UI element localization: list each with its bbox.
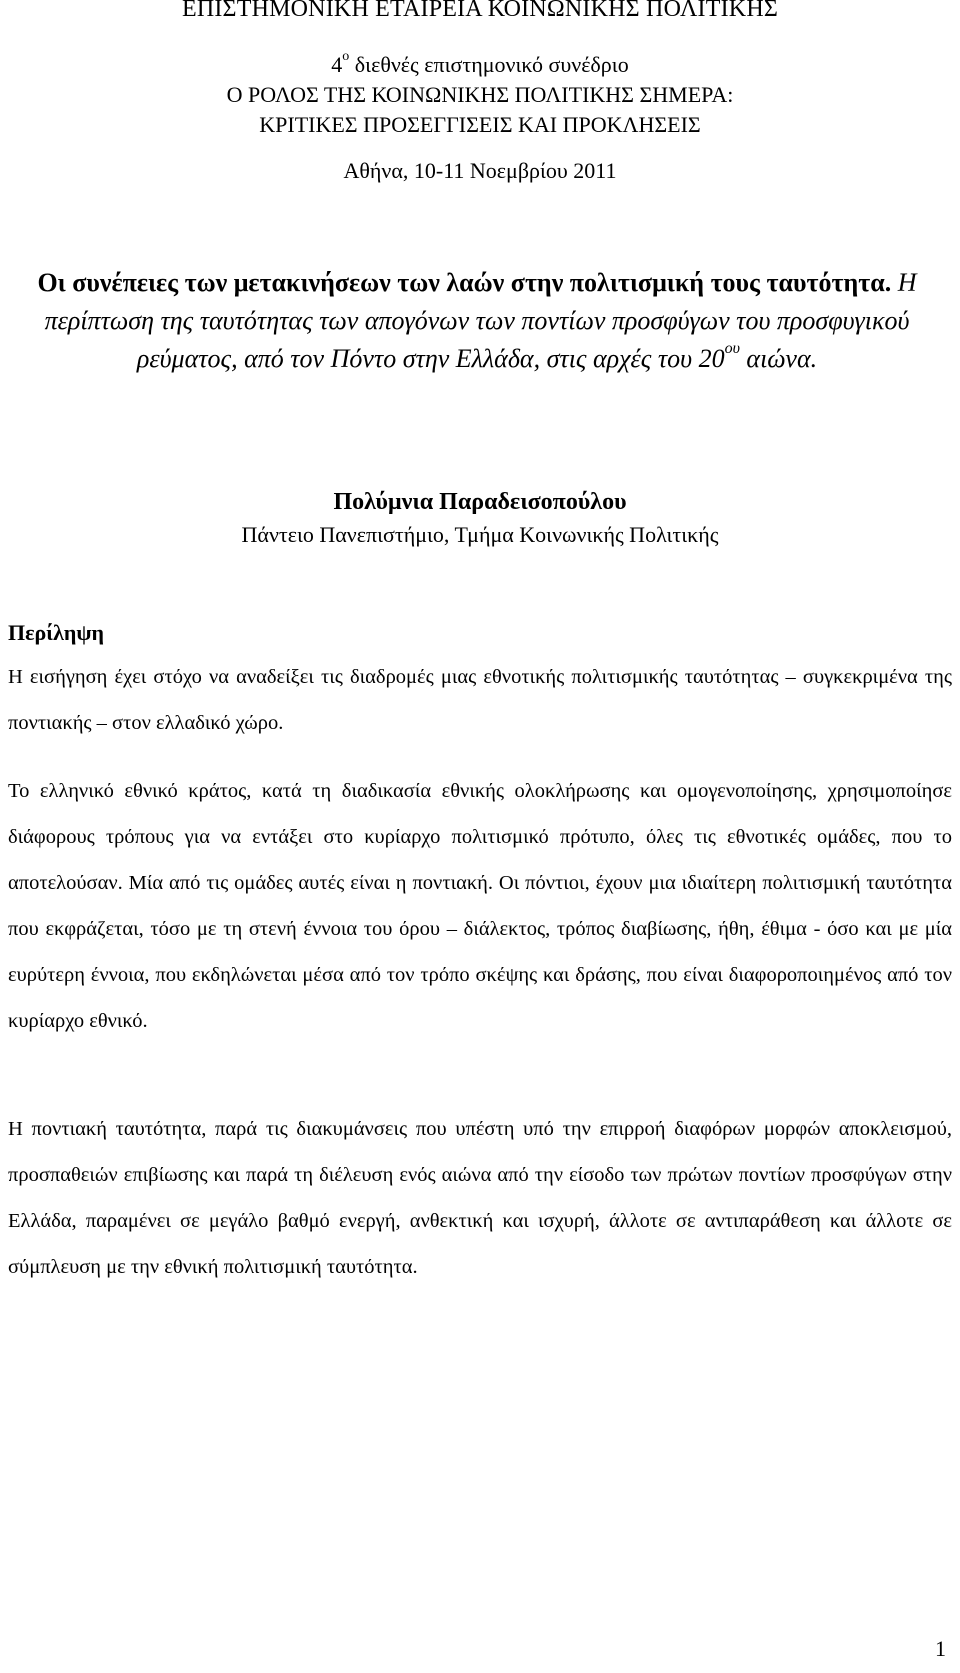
conference-theme-line2: ΚΡΙΤΙΚΕΣ ΠΡΟΣΕΓΓΙΣΕΙΣ ΚΑΙ ΠΡΟΚΛΗΣΕΙΣ (259, 112, 701, 137)
conference-name: διεθνές επιστημονικό συνέδριο (354, 52, 629, 77)
conference-number-ordinal: ο (342, 48, 350, 64)
author-name: Πολύμνια Παραδεισοπούλου (333, 489, 627, 515)
paper-subtitle-end: αιώνα. (739, 344, 818, 373)
abstract-paragraph-1: Η εισήγηση έχει στόχο να αναδείξει τις διαδρομές μιας εθνοτικής πολιτισμικής ταυτότητας – συγκεκριμένα της ποντιακής – στον ελλαδικό χώρο. (8, 666, 952, 734)
author-affiliation: Πάντειο Πανεπιστήμιο, Τμήμα Κοινωνικής Πολιτικής (241, 522, 719, 547)
conference-theme-line1: Ο ΡΟΛΟΣ ΤΗΣ ΚΟΙΝΩΝΙΚΗΣ ΠΟΛΙΤΙΚΗΣ ΣΗΜΕΡΑ: (226, 82, 734, 107)
paper-subtitle-text: Η περίπτωση της ταυτότητας των απογόνων των ποντίων προσφύγων του προσφυγικού ρεύματος, από τον Πόντο στην Ελλάδα, στις αρχές του 20 (44, 268, 917, 373)
abstract-heading: Περίληψη (8, 620, 105, 645)
paper-subtitle-ordinal: ου (724, 340, 740, 358)
society-name: ΕΠΙΣΤΗΜΟΝΙΚΗ ΕΤΑΙΡΕΙΑ ΚΟΙΝΩΝΙΚΗΣ ΠΟΛΙΤΙΚΗΣ (181, 0, 779, 22)
conference-number: 4 (331, 52, 343, 77)
paper-title (26, 264, 928, 378)
paper-title-main: Οι συνέπειες των μετακινήσεων των λαών στην πολιτισμική τους ταυτότητα. (37, 268, 892, 297)
conference-place-date: Αθήνα, 10-11 Νοεμβρίου 2011 (343, 158, 617, 183)
conference-title-line (0, 50, 960, 80)
page-number: 1 (935, 1636, 946, 1661)
abstract-paragraph-2: Το ελληνικό εθνικό κράτος, κατά τη διαδικασία εθνικής ολοκλήρωσης και ομογενοποίησης, χρησιμοποίησε διάφορους τρόπους για να εντάξει στο κυρίαρχο πολιτισμικό πρότυπο, όλες τις εθνοτικές ομάδες, που το αποτελούσαν. Μία από τις ομάδες αυτές είναι η ποντιακή. Οι πόντιοι, έχουν μια ιδιαίτερη πολιτισμική ταυτότητα που εκφράζεται, τόσο με τη στενή έννοια του όρου – διάλεκτος, τρόπος διαβίωσης, ήθη, έθιμα - όσο και με μία ευρύτερη έννοια, που εκδηλώνεται μέσα από τον τρόπο σκέψης και δράσης, που είναι διαφοροποιημένος από τον κυρίαρχο εθνικό. (8, 780, 952, 1032)
abstract-paragraph-3: Η ποντιακή ταυτότητα, παρά τις διακυμάνσεις που υπέστη υπό την επιρροή διαφόρων μορφών αποκλεισμού, προσπαθειών επιβίωσης και παρά τη διέλευση ενός αιώνα από την είσοδο των πρώτων ποντίων προσφύγων στην Ελλάδα, παραμένει σε μεγάλο βαθμό ενεργή, ανθεκτική και ισχυρή, άλλοτε σε αντιπαράθεση και άλλοτε σε σύμπλευση με την εθνική πολιτισμική ταυτότητα. (8, 1118, 952, 1278)
conference-info (0, 50, 960, 140)
